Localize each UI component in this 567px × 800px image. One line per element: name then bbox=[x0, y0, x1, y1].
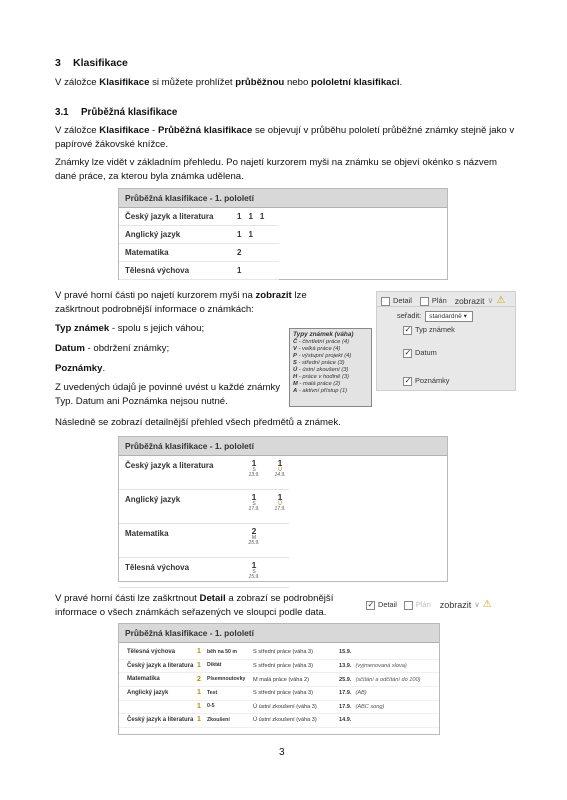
grade: 1 bbox=[197, 662, 201, 669]
work-name: Diktát bbox=[207, 662, 222, 669]
legend-item: V - velká práce (4) bbox=[293, 345, 341, 352]
grade-note: (ABC song) bbox=[355, 703, 385, 710]
grade-type: Ú bbox=[278, 467, 282, 474]
paragraph-1: V záložce Klasifikace - Průběžná klasifikace se objevují v průběhu pololetí průběžné známky stejně jako v papírové žákovské knížce. bbox=[55, 125, 515, 150]
grade-date: 14.9. bbox=[274, 472, 286, 479]
chevron-down-icon[interactable]: ∨ bbox=[487, 296, 494, 306]
subject-name: Matematika bbox=[125, 529, 169, 539]
legend-item: M - malá práce (2) bbox=[293, 381, 341, 388]
detail-checkbox[interactable] bbox=[381, 297, 390, 306]
work-name: Zkoušení bbox=[207, 716, 230, 723]
grade-date: 15.9. bbox=[248, 574, 260, 581]
item-poznamky: Poznámky. bbox=[55, 363, 106, 374]
grade: 1 bbox=[277, 458, 283, 469]
grade-type: S střední práce (váha 3) bbox=[253, 663, 314, 670]
item-typ-znamek: Typ známek - spolu s jejich váhou; bbox=[55, 323, 205, 334]
work-name: Test bbox=[207, 689, 218, 696]
grade: 1 bbox=[197, 716, 201, 724]
paragraph-5: Následně se zobrazí detailnější přehled všech předmětů a známek. bbox=[55, 417, 341, 428]
subject-name: Anglický jazyk bbox=[127, 689, 169, 696]
table-row bbox=[119, 714, 439, 728]
grade-date: 13.9. bbox=[248, 472, 260, 479]
typ-znamek-checkbox[interactable] bbox=[403, 326, 412, 335]
grade-date: 14.9. bbox=[339, 717, 352, 724]
subject-name: Matematika bbox=[125, 247, 169, 257]
grade-type: S střední práce (váha 3) bbox=[253, 690, 314, 697]
grade: 1 bbox=[277, 492, 283, 503]
grades-list bbox=[237, 229, 253, 241]
table-row bbox=[119, 673, 439, 687]
grade[interactable]: 1 bbox=[259, 211, 265, 221]
table-row bbox=[119, 558, 289, 588]
display-options-panel: Detail Plán zobrazit ∨ ⚠ seřadit: standardně ▾ ✓ Typ známek ✓ Datum ✓ Poznámky bbox=[376, 291, 516, 391]
grade: 1 bbox=[251, 492, 257, 503]
subject-name: Český jazyk a literatura bbox=[127, 662, 194, 669]
grade: 1 bbox=[251, 560, 257, 571]
grades-panel-basic bbox=[118, 188, 448, 280]
legend-item: S - střední práce (3) bbox=[293, 360, 345, 366]
grade-date: 17.9. bbox=[248, 506, 260, 513]
work-name: 0-5 bbox=[207, 703, 215, 710]
subject-name: Anglický jazyk bbox=[125, 495, 181, 505]
table-row bbox=[119, 456, 289, 490]
table-row bbox=[119, 701, 439, 715]
grade-date: 25.9. bbox=[339, 676, 352, 683]
grade-note: (AB) bbox=[355, 690, 367, 697]
grade-cell[interactable] bbox=[247, 561, 261, 587]
panel-title: Průběžná klasifikace - 1. pololetí bbox=[119, 624, 439, 643]
grade[interactable]: 1 bbox=[237, 229, 242, 239]
table-row bbox=[119, 226, 279, 244]
grade-date: 15.9. bbox=[339, 649, 352, 656]
grade: 1 bbox=[251, 458, 257, 469]
grade: 2 bbox=[197, 675, 201, 683]
table-row bbox=[119, 524, 289, 558]
grade-type: Ú bbox=[278, 501, 282, 508]
grade-date: 17.9. bbox=[339, 690, 352, 697]
section-heading: 3 Klasifikace bbox=[55, 57, 128, 69]
grade-cell[interactable] bbox=[247, 459, 261, 489]
plan-checkbox[interactable] bbox=[404, 601, 413, 610]
legend-item: A - aktivní přístup (1) bbox=[293, 388, 348, 395]
table-row bbox=[119, 244, 279, 262]
grade[interactable]: 1 bbox=[248, 211, 253, 221]
table-row bbox=[119, 660, 439, 674]
subject-name: Matematika bbox=[127, 676, 160, 683]
subject-name: Český jazyk a literatura bbox=[125, 461, 214, 471]
detail-checkbox-checked[interactable] bbox=[366, 601, 375, 610]
grade-type: M malá práce (váha 2) bbox=[253, 676, 309, 683]
grade-date: 17.9. bbox=[339, 703, 352, 710]
table-row bbox=[119, 208, 279, 226]
subject-name: Český jazyk a literatura bbox=[127, 717, 194, 724]
subject-name: Tělesná výchova bbox=[127, 649, 176, 656]
detail-controls: ✓ Detail Plán zobrazit ∨ ⚠ bbox=[366, 598, 492, 613]
grade[interactable]: 1 bbox=[248, 229, 253, 239]
subject-name: Český jazyk a literatura bbox=[125, 211, 214, 221]
subject-name: Tělesná výchova bbox=[125, 563, 190, 573]
grade: 2 bbox=[251, 526, 257, 537]
sort-select[interactable]: standardně ▾ bbox=[425, 311, 473, 322]
grade: 1 bbox=[197, 702, 201, 710]
grade-type: S bbox=[252, 569, 256, 576]
grade-date: 13.9. bbox=[339, 663, 352, 670]
grade-type: M bbox=[251, 535, 257, 542]
datum-checkbox[interactable] bbox=[403, 349, 412, 358]
grade-note: (vyjmenovaná slova) bbox=[355, 663, 407, 670]
legend-item: Ú - ústní zkoušení (3) bbox=[293, 367, 349, 374]
grades-list bbox=[237, 265, 241, 277]
work-name: běh na 50 m bbox=[207, 648, 237, 655]
paragraph-4: Z uvedených údajů je povinné uvést u každé známky Typ. Datum ani Poznámka nejsou nutné. bbox=[55, 382, 281, 407]
info-icon[interactable]: ⚠ bbox=[482, 599, 492, 610]
legend-item: Č - čtvrtletní práce (4) bbox=[293, 338, 350, 345]
grade: 1 bbox=[197, 689, 201, 697]
legend-item: H - práce v hodině (3) bbox=[293, 374, 350, 381]
info-icon[interactable]: ⚠ bbox=[496, 295, 506, 306]
grade-type: Ú ústní zkoušení (váha 3) bbox=[253, 703, 317, 710]
work-name: Písemnoutovky bbox=[207, 675, 246, 682]
paragraph-2: Známky lze vidět v základním přehledu. Po najetí kurzorem myši na známku se objeví okénko s názvem dané práce, za kterou byla známka udělena. bbox=[55, 157, 498, 182]
table-row bbox=[119, 262, 279, 280]
subject-name: Anglický jazyk bbox=[125, 229, 181, 239]
grades-panel-by-date bbox=[118, 623, 440, 735]
grade-type: S bbox=[252, 467, 256, 474]
grade-date: 25.9. bbox=[248, 540, 260, 547]
grade-type: S střední práce (váha 3) bbox=[253, 649, 314, 656]
table-row bbox=[119, 646, 439, 660]
grade-date: 17.9. bbox=[274, 506, 286, 513]
paragraph-3: V pravé horní části po najetí kurzorem myši na zobrazit lze zaškrtnout podrobnější informace o známkách: bbox=[55, 290, 307, 315]
grade-type: Ú ústní zkoušení (váha 3) bbox=[253, 717, 317, 724]
panel-title: Průběžná klasifikace - 1. pololetí bbox=[119, 437, 447, 456]
grades-list bbox=[237, 211, 264, 223]
grade-cell[interactable] bbox=[247, 527, 261, 557]
table-row bbox=[119, 687, 439, 701]
zobrazit-button[interactable]: zobrazit bbox=[439, 599, 472, 610]
grade-type: S bbox=[252, 501, 256, 508]
legend-item: P - výstupní projekt (4) bbox=[293, 352, 352, 359]
chevron-down-icon[interactable]: ∨ bbox=[474, 599, 480, 609]
subject-name: Tělesná výchova bbox=[125, 265, 190, 275]
panel-title: Průběžná klasifikace - 1. pololetí bbox=[119, 189, 447, 208]
intro-paragraph: V záložce Klasifikace si můžete prohlížet průběžnou nebo pololetní klasifikaci. bbox=[55, 77, 403, 88]
grade[interactable]: 2 bbox=[237, 247, 242, 257]
paragraph-6: V pravé horní části lze zaškrtnout Detail a zobrazí se podrobnější informace o všech známkách seřazených ve sloupci podle data. bbox=[55, 593, 334, 618]
poznamky-checkbox[interactable] bbox=[403, 377, 412, 386]
grade-note: (sčítání a odčítání do 100) bbox=[355, 676, 421, 683]
zobrazit-button[interactable]: zobrazit bbox=[454, 296, 485, 307]
grade-cell[interactable] bbox=[273, 459, 287, 489]
plan-checkbox[interactable] bbox=[420, 297, 429, 306]
grade-cell[interactable] bbox=[247, 493, 261, 523]
grade-types-legend: Typy známek (váha) Č - čtvrtletní práce (4) V - velká práce (4) P - výstupní projekt (4) S - střední práce (3) Ú - ústní zkoušení (3) H - práce v hodině (3) M - malá práce (2) A - aktivní přístup (1) bbox=[289, 328, 372, 407]
page-number: 3 bbox=[279, 747, 285, 758]
grade[interactable]: 1 bbox=[237, 265, 242, 275]
grade-cell[interactable] bbox=[273, 493, 287, 523]
grades-list bbox=[237, 247, 241, 259]
grade: 1 bbox=[197, 648, 201, 656]
grades-panel-detailed bbox=[118, 436, 448, 582]
subsection-heading: 3.1 Průběžná klasifikace bbox=[55, 107, 178, 118]
table-row bbox=[119, 490, 289, 524]
grade[interactable]: 1 bbox=[237, 211, 242, 221]
item-datum: Datum - obdržení známky; bbox=[55, 343, 170, 354]
